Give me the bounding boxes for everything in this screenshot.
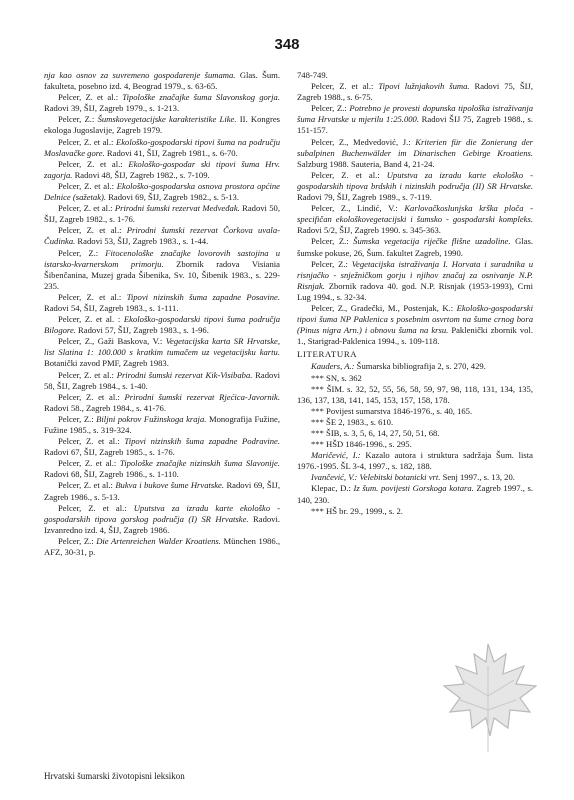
entry-text: Pelcer, Z.: bbox=[311, 103, 350, 114]
bibliography-entry bbox=[44, 370, 280, 392]
bibliography-entry bbox=[44, 314, 280, 336]
bibliography-entry bbox=[297, 81, 533, 103]
literature-heading: LITERATURA bbox=[297, 349, 358, 360]
bibliography-entry bbox=[297, 137, 533, 170]
entry-text: 748-749. bbox=[297, 70, 328, 80]
entry-text: Radovi 53, ŠIJ, Zagreb 1983., s. 1-44. bbox=[75, 236, 209, 247]
entry-text: Radovi 39, ŠIJ, Zagreb 1979., s. 1-213. bbox=[44, 103, 180, 114]
entry-text: Pelcer, Z. et al.: bbox=[58, 458, 120, 469]
bibliography-entry bbox=[297, 450, 533, 472]
left-column bbox=[44, 70, 280, 558]
literature-list bbox=[297, 361, 533, 516]
entry-title: Tipovi nizinskih šuma zapadne Posavine. bbox=[126, 291, 280, 302]
entry-text: Pelcer, Z.: bbox=[311, 236, 354, 247]
bibliography-entry bbox=[297, 103, 533, 136]
entry-text: Pelcer, Z., Lindić, V.: bbox=[311, 203, 405, 214]
entry-text: Zbornik radova 40. god. N.P. Risnjak (1953-1993), Crni Lug 1994., s. 32-34. bbox=[297, 280, 533, 302]
entry-text: Pelcer, Z. et al.: bbox=[58, 291, 127, 302]
bibliography-entry bbox=[297, 303, 533, 347]
entry-title: Tipološke značajke nizinskih šuma Slavonije. bbox=[119, 458, 280, 469]
entry-text: Kazalo autora i struktura sadržaja Šum. lista 1976.-1995. ŠL 3-4, 1997., s. 182, 188. bbox=[297, 450, 533, 472]
bibliography-entry bbox=[44, 536, 280, 558]
entry-text: *** HŠD 1846-1996., s. 295. bbox=[311, 439, 412, 450]
entry-text: *** ŠIM. s. 32, 52, 55, 56, 58, 59, 97, 98, 118, 131, 134, 135, 136, 137, 138, 141, 145, 153, 157, 158, 178. bbox=[297, 383, 533, 405]
bibliography-entry bbox=[44, 292, 280, 314]
entry-text: Pelcer, Z.: bbox=[311, 258, 352, 269]
entry-text: Pelcer, Z., Gradečki, M., Postenjak, K.: bbox=[311, 302, 457, 313]
entry-title: Ekološko-gospodarski tipovi šuma na području Moslavačke gore. bbox=[44, 136, 280, 158]
entry-text: Radovi 75, ŠIJ, Zagreb 1988., s. 6-75. bbox=[297, 81, 534, 103]
bibliography-entry bbox=[44, 336, 280, 369]
entry-text: Pelcer, Z. et al.: bbox=[58, 391, 125, 402]
entry-text: Radovi 5/2, ŠIJ, Zagreb 1990. s. 345-363. bbox=[297, 225, 441, 236]
entry-title: Karlovačkoslunjska krška ploča - specifičan ekološkovegetacijski i šumsko - gospodarski kompleks. bbox=[297, 203, 533, 225]
entry-text: *** ŠE 2, 1983., s. 610. bbox=[311, 416, 394, 427]
entry-text: Salzburg 1988. Sauteria, Band 4, 21-24. bbox=[297, 158, 435, 169]
entry-text: Paklenički zbornik vol. 1., Starigrad-Paklenica 1994., s. 109-118. bbox=[297, 325, 534, 347]
entry-text: Glas. šumske pokuse, 26, Šum. fakultet Zagreb, 1990. bbox=[297, 236, 533, 258]
entry-text: Glas. Šum. fakulteta, posebno izd. 4, Beograd 1979., s. 63-65. bbox=[44, 70, 280, 92]
bibliography-entry bbox=[44, 159, 280, 181]
entry-title: Prirodni šumski rezervat Čorkova uvala-Čudinka. bbox=[44, 225, 280, 247]
entry-text: Pelcer, Z. et al. : bbox=[58, 314, 124, 325]
bibliography-entry bbox=[297, 406, 533, 417]
entry-title: Prirodni šumski rezervat Medveđak. bbox=[114, 203, 240, 214]
entry-text: Pelcer, Z., Gaži Baskova, V.: bbox=[58, 336, 166, 347]
entry-title: Vegetacijska istraživanja I. Horvata i suradnika u risnjačko - snježničkom gorju i njihov značaj za osnivanje N.P. Risnjak. bbox=[297, 258, 533, 291]
entry-text: Pelcer, Z. et al.: bbox=[311, 169, 387, 180]
bibliography-entry bbox=[297, 70, 533, 81]
entry-text: *** Povijest sumarstva 1846-1976., s. 40, 165. bbox=[311, 405, 473, 416]
bibliography-entry bbox=[297, 506, 533, 517]
entry-title: Uputstva za izradu karte ekološko - gospodarskih tipova brdskih i nizinskih područja (II) SR Hrvatske. bbox=[297, 169, 533, 191]
bibliography-entry bbox=[297, 428, 533, 439]
page-number: 348 bbox=[274, 36, 300, 53]
bibliography-entry bbox=[297, 361, 533, 372]
entry-text: Radovi 58, ŠIJ, Zagreb 1984., s. 1-40. bbox=[44, 369, 281, 391]
entry-title: Šumskovegetacijske karakteristike Like. bbox=[97, 114, 237, 125]
entry-title: Ekološko-gospodar ski tipovi šuma Hrv. zagorja. bbox=[44, 158, 280, 180]
entry-title: Ekološko-gospodarski tipovi šuma NP Paklenica s posebnim osvrtom na šume crnog bora (Pinus nigra Arn.) i obnovu šuma na krsu. bbox=[297, 302, 533, 336]
entry-text: Pelcer, Z. et al.: bbox=[58, 502, 134, 513]
entry-title: Tipološke značajke šuma Slavonskog gorja. bbox=[122, 92, 280, 103]
entry-title: Ivančević, V.: Velebitski botanicki vrt. bbox=[311, 472, 441, 483]
entry-text: Klepac, D.: bbox=[311, 483, 354, 494]
bibliography-entry bbox=[44, 137, 280, 159]
entry-text: Pelcer, Z. et al.: bbox=[58, 180, 117, 191]
entry-text: Radovi 54, ŠIJ, Zagreb 1983., s. 1-111. bbox=[44, 302, 179, 313]
entry-title: nja kao osnov za suvremeno gospodarenje šumama. bbox=[44, 70, 236, 80]
entry-text: Pelcer, Z. et al.: bbox=[58, 480, 116, 491]
entry-title: Ekološko-gospodarska osnova prostora općine Delnice (sažetak). bbox=[44, 180, 280, 203]
bibliography-entry bbox=[44, 414, 280, 436]
entry-text: Radovi 79, ŠIJ, Zagreb 1989., s. 7-119. bbox=[297, 192, 432, 203]
entry-text: Monografija Fužine, Fužine 1985., s. 319-324. bbox=[44, 413, 280, 435]
bibliography-entry bbox=[297, 236, 533, 258]
entry-text: Radovi 68, ŠIJ, Zagreb 1986., s. 1-110. bbox=[44, 469, 179, 480]
entry-title: Ekološko-gospodarski tipovi šuma područja Bilogore. bbox=[44, 314, 280, 336]
bibliography-entry bbox=[297, 203, 533, 236]
bibliography-entry bbox=[297, 373, 533, 384]
entry-text: Radovi 57, ŠIJ, Zagreb 1983., s. 1-96. bbox=[75, 325, 209, 336]
entry-text: *** SN, s. 362 bbox=[311, 372, 362, 383]
entry-text: II. Kongres ekologa Jugoslavije, Zagreb 1979. bbox=[44, 114, 280, 136]
bibliography-entry bbox=[44, 70, 280, 92]
entry-text: *** HŠ br. 29., 1999., s. 2. bbox=[311, 505, 403, 516]
entry-text: Radovi 69, ŠIJ, Zagreb 1986., s. 5-13. bbox=[44, 480, 280, 502]
entry-text: München 1986., AFZ, 30-31, p. bbox=[44, 535, 281, 558]
bibliography-continued bbox=[297, 70, 533, 347]
entry-text: Pelcer, Z. et al.: bbox=[58, 203, 115, 214]
bibliography-entry bbox=[44, 225, 280, 247]
entry-title: Iz šum. povijesti Gorskoga kotara. bbox=[353, 483, 474, 494]
entry-text: Šumarska bibliografija 2, s. 270, 429. bbox=[354, 361, 486, 372]
bibliography-entry bbox=[44, 181, 280, 203]
entry-text: Pelcer, Z., Medvedović, J.: bbox=[311, 136, 416, 147]
entry-text: Zbornik radova Visiania Šibenčanina, Muzej grada Šibenika, Sv. 10, Šibenik 1983., s. 229-235. bbox=[44, 258, 280, 291]
entry-title: Fitocenološke značajke lovorovih sastojina u istarsko-kvarnerskom primorju. bbox=[44, 247, 280, 269]
entry-title: Die Artenreichen Walder Kroatiens. bbox=[96, 535, 221, 546]
entry-text: Pelcer, Z.: bbox=[58, 114, 98, 125]
entry-text: Radovi 67, ŠIJ, Zagreb 1985., s. 1-76. bbox=[44, 447, 175, 458]
entry-title: Tipovi nizinskih šuma zapadne Podravine. bbox=[124, 436, 280, 447]
bibliography-entry bbox=[44, 203, 280, 225]
entry-title: Kauders, A.: bbox=[311, 361, 355, 372]
entry-text: Radovi 48, ŠIJ, Zagreb 1982., s. 7-109. bbox=[72, 169, 210, 180]
entry-text: Pelcer, Z. et al.: bbox=[58, 136, 116, 147]
entry-title: Prirodni šumski rezervat Kik-Visibaba. bbox=[116, 369, 253, 380]
entry-text: Senj 1997., s. 13, 20. bbox=[440, 472, 515, 483]
entry-title: Maričević, I.: bbox=[311, 450, 361, 461]
entry-text: Pelcer, Z. et al.: bbox=[58, 225, 127, 236]
entry-text: Radovi. Izvanredno izd. 4, ŠIJ, Zagreb 1986. bbox=[44, 513, 280, 535]
bibliography-entry bbox=[297, 170, 533, 203]
bibliography-entry bbox=[44, 503, 280, 536]
entry-text: Pelcer, Z. et al.: bbox=[311, 81, 379, 92]
entry-title: Biljni pokrov Fužinskoga kraja. bbox=[96, 413, 207, 424]
entry-text: Pelcer, Z. et al.: bbox=[58, 369, 117, 380]
bibliography-entry bbox=[297, 483, 533, 505]
page-footer: Hrvatski šumarski životopisni leksikon bbox=[44, 771, 185, 781]
maple-leaf-icon bbox=[432, 640, 544, 755]
entry-text: Pelcer, Z.: bbox=[58, 247, 106, 258]
bibliography-entry bbox=[44, 114, 280, 136]
bibliography-entry bbox=[297, 384, 533, 406]
entry-text: Radovi 50, ŠIJ, Zagreb 1982., s. 1-76. bbox=[44, 203, 280, 225]
bibliography-entry bbox=[44, 436, 280, 458]
entry-text: *** ŠIB, s. 3, 5, 6, 14, 27, 50, 51, 68. bbox=[311, 428, 440, 438]
entry-text: Pelcer, Z. et al.: bbox=[58, 92, 123, 103]
entry-title: Potrebno je provesti dopunska tipološka istraživanja šuma Hrvatske u mjerilu 1:25.000. bbox=[297, 103, 534, 125]
entry-text: Botanički zavod PMF, Zagreb 1983. bbox=[44, 358, 169, 369]
entry-text: Radovi 69, ŠIJ, Zagreb 1982., s. 5-13. bbox=[106, 192, 239, 203]
bibliography-entry bbox=[297, 417, 533, 428]
entry-title: Kriterien für die Zonierung der subalpinen Buchenwälder im Dinarischen Gebirge Kroatiens. bbox=[297, 136, 533, 158]
entry-text: Pelcer, Z.: bbox=[58, 413, 97, 424]
bibliography-entry bbox=[297, 439, 533, 450]
entry-text: Pelcer, Z. et al.: bbox=[58, 158, 129, 169]
bibliography-entry bbox=[44, 248, 280, 292]
bibliography-entry bbox=[297, 472, 533, 483]
bibliography-entry bbox=[297, 259, 533, 303]
bibliography-entry bbox=[44, 92, 280, 114]
entry-title: Bukva i bukove šume Hrvatske. bbox=[115, 480, 225, 491]
entry-text: Pelcer, Z. et al.: bbox=[58, 436, 125, 447]
entry-title: Šumska vegetacija riječke flišne uzadoline. bbox=[353, 236, 511, 247]
bibliography-entry bbox=[44, 480, 280, 502]
entry-title: Vegetacijska karta SR Hrvatske, list Slatina 1: 100.000 s kratkim tumačem uz vegetacijsku kartu. bbox=[44, 336, 280, 358]
entry-text: Zagreb 1997., s. 140, 230. bbox=[297, 483, 533, 505]
entry-text: Pelcer, Z.: bbox=[58, 535, 97, 546]
entry-title: Uputstva za izradu karte ekološko - gospodarskih tipova gorskog područja (I) SR Hrvatske. bbox=[44, 502, 280, 524]
right-column bbox=[297, 70, 533, 517]
entry-title: Tipovi lužnjakovih šuma. bbox=[378, 81, 470, 92]
bibliography-entry bbox=[44, 458, 280, 480]
bibliography-entry bbox=[44, 392, 280, 414]
entry-text: Radovi ŠIJ 75, Zagreb 1988., s. 151-157. bbox=[297, 114, 533, 136]
entry-text: Radovi 58., Zagreb 1984., s. 41-76. bbox=[44, 402, 166, 413]
entry-title: Prirodni šumski rezervat Rjećica-Javornik. bbox=[124, 391, 280, 402]
entry-text: Radovi 41, ŠIJ, Zagreb 1981., s. 6-70. bbox=[104, 147, 238, 158]
